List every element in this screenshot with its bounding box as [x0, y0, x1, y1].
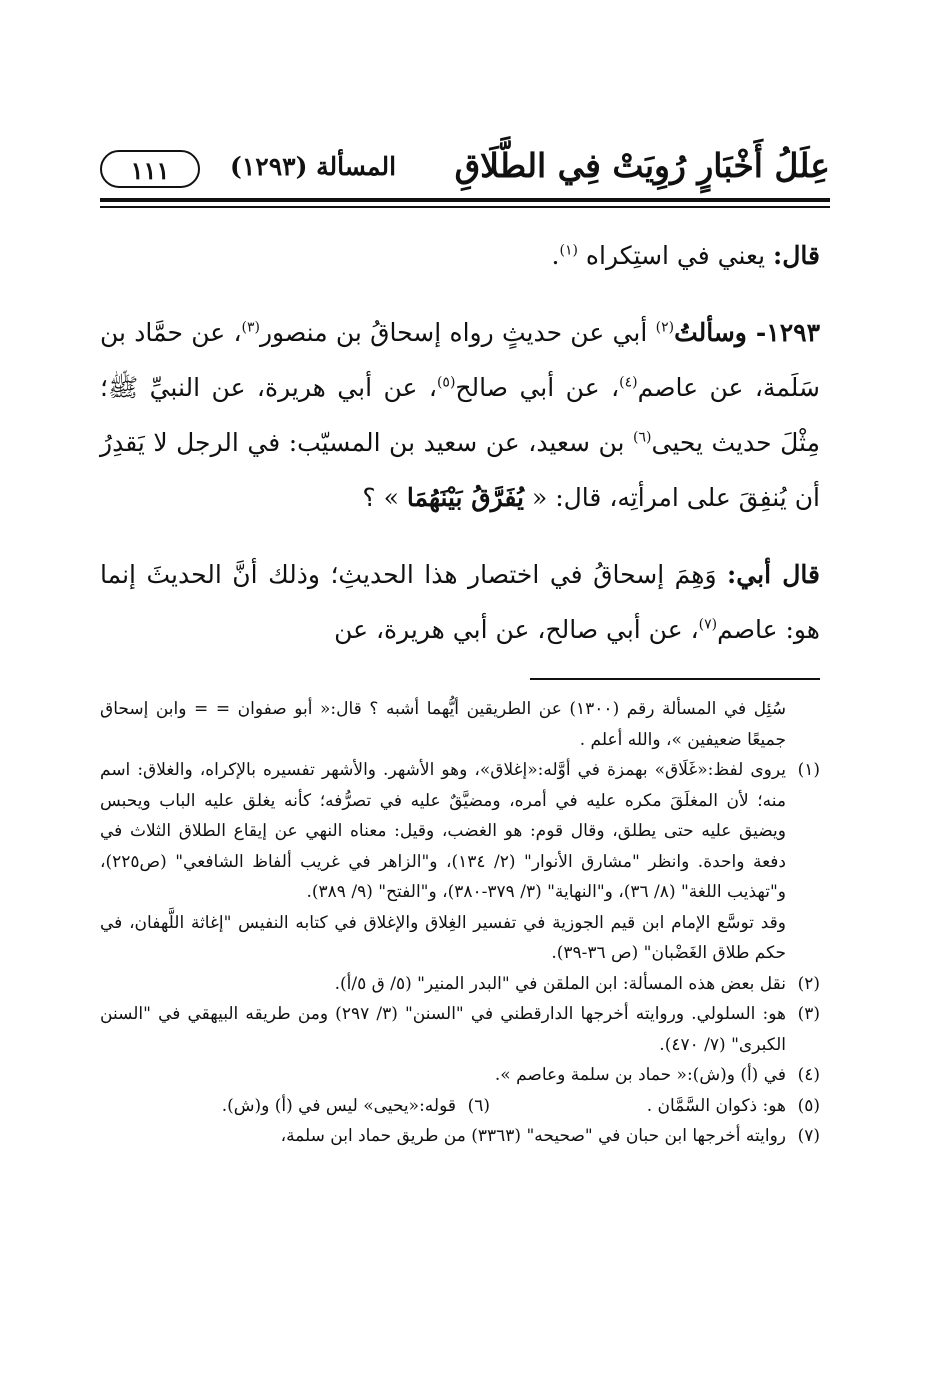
- footnote-separator: [530, 678, 820, 680]
- text-run: بن سعيد، عن سعيد بن المسيّب: في الرجل لا يَقدِرُ أن يُنفِقَ على امرأتِه، قال: «: [100, 428, 820, 512]
- footnote-number: (٣): [797, 1004, 820, 1024]
- paragraph-2: [100, 305, 820, 525]
- footnote-text: وقد توسَّع الإمام ابن قيم الجوزية في تفسير الغِلاق والإغلاق في كتابه النفيس "إغاثة اللَّهفان، في حكم طلاق الغَضْبان" (ص ٣٦-٣٩).: [100, 912, 786, 963]
- footnote-text: قوله:«يحيى» ليس في (أ) و(ش).: [221, 1095, 456, 1116]
- footnote-text: في (أ) و(ش):« حماد بن سلمة وعاصم ».: [494, 1065, 786, 1085]
- footnote-number: (٢): [797, 973, 820, 994]
- footnote-ref[interactable]: (١): [559, 242, 578, 259]
- footnote-2: [100, 969, 820, 1000]
- footnote-number: (٤): [797, 1065, 820, 1085]
- text-run: وَهِمَ إسحاقُ في اختصار هذا الحديثِ؛ وذلك أنَّ الحديثَ إنما هو: عاصم: [100, 560, 820, 644]
- hadith-quote: يُفَرَّقُ بَيْنَهُمَا: [406, 483, 525, 512]
- text-run: .: [551, 241, 560, 270]
- paragraph-1: [100, 228, 820, 283]
- page-number-badge: ١١١: [100, 150, 200, 188]
- text-run: ، عن أبي هريرة، عن النبيِّ ﷺ؛ مِثْلَ حديث يحيى: [100, 373, 820, 457]
- footnote-text: روايته أخرجها ابن حبان في "صحيحه" (٣٣٦٣) من طريق حماد ابن سلمة،: [280, 1126, 786, 1146]
- book-title: عِلَلُ أَخْبَارٍ رُوِيَتْ فِي الطَّلَاقِ: [454, 146, 830, 185]
- question-number: ١٢٩٣- وسألتُ: [674, 318, 821, 347]
- footnotes: [100, 694, 820, 1152]
- footnote-text: نقل بعض هذه المسألة: ابن الملقن في "البدر المنير" (٥/ ق ٥/أ).: [334, 973, 786, 994]
- footnote-7: [100, 1121, 820, 1152]
- footnote-1: [100, 755, 820, 908]
- footnote-3: [100, 999, 820, 1060]
- footnote-text: هو: السلولي. وروايته أخرجها الدارقطني في "السنن" (٣/ ٢٩٧) ومن طريقه البيهقي في "السنن الكبرى" (٧/ ٤٧٠).: [100, 1004, 786, 1055]
- text-run: ، عن حمَّاد بن سَلَمة، عن عاصم: [100, 318, 821, 402]
- footnote-row-5-6: [100, 1091, 820, 1122]
- header-rule-thick: [100, 198, 830, 202]
- header-rule-thin: [100, 206, 830, 208]
- footnote-number: (٥): [797, 1095, 820, 1116]
- footnote-number: (٦): [467, 1095, 490, 1116]
- text-run: أبي عن حديثٍ رواه إسحاقُ بن منصور: [259, 318, 648, 347]
- footnote-text: سُئِل في المسألة رقم (١٣٠٠) عن الطريقين أيُّهما أشبه ؟ قال:« أبو صفوان = = وابن إسحاق جميعًا ضعيفين »، والله أعلم .: [100, 699, 786, 750]
- footnote-number: (١): [797, 760, 820, 780]
- footnote-4: [100, 1060, 820, 1091]
- main-text: [100, 228, 820, 679]
- footnote-ref[interactable]: (٥): [436, 374, 456, 391]
- footnote-ref[interactable]: (٢): [655, 319, 675, 336]
- footnote-number: (٧): [797, 1126, 820, 1146]
- text-run: يعني في استِكراه: [585, 241, 766, 270]
- footnote-ref[interactable]: (٣): [241, 319, 260, 336]
- footnote-text: يروى لفظ:«غَلَاق» بهمزة في أوَّله:«إغلاق»، وهو الأشهر. والأشهر تفسيره بالإكراه، والغلاق: اسم منه؛ لأن المغلَقَ مكره عليه في أمره، ومضيَّقٌ عليه في تصرُّفه؛ كأنه يغلق عليه الباب ويحبس ويضيق عليه حتى يطلق، وقال قوم: هو الغضب، وقيل: معناه النهي عن إيقاع الطلاق الثلاث في دفعة واحدة. وانظر "مشارق الأنوار" (٢/ ١٣٤)، و"الزاهر في غريب ألفاظ الشافعي" (ص٢٢٥)، و"تهذيب اللغة" (٨/ ٣٦)، و"النهاية" (٣/ ٣٧٩-٣٨٠)، و"الفتح" (٩/ ٣٨٩).: [100, 760, 786, 902]
- issue-label: المسألة (١٢٩٣): [230, 152, 397, 181]
- paragraph-3: [100, 547, 820, 657]
- text-run: ، عن أبي صالح، عن أبي هريرة، عن: [334, 615, 699, 644]
- text-run: » ؟: [362, 483, 399, 512]
- speaker-label: قال:: [773, 241, 820, 270]
- footnote-ref[interactable]: (٧): [698, 616, 718, 633]
- footnote-continuation: [100, 694, 820, 755]
- footnote-6: [222, 1091, 490, 1122]
- speaker-label: قال أبي:: [727, 560, 821, 589]
- running-header: [100, 140, 830, 195]
- text-run: ، عن أبي صالح: [455, 373, 620, 402]
- footnote-ref[interactable]: (٦): [633, 429, 652, 446]
- footnote-1-addendum: [100, 908, 820, 969]
- footnote-ref[interactable]: (٤): [619, 374, 638, 391]
- footnote-5: [490, 1091, 820, 1122]
- footnote-text: هو: ذكوان السَّمَّان .: [646, 1095, 786, 1116]
